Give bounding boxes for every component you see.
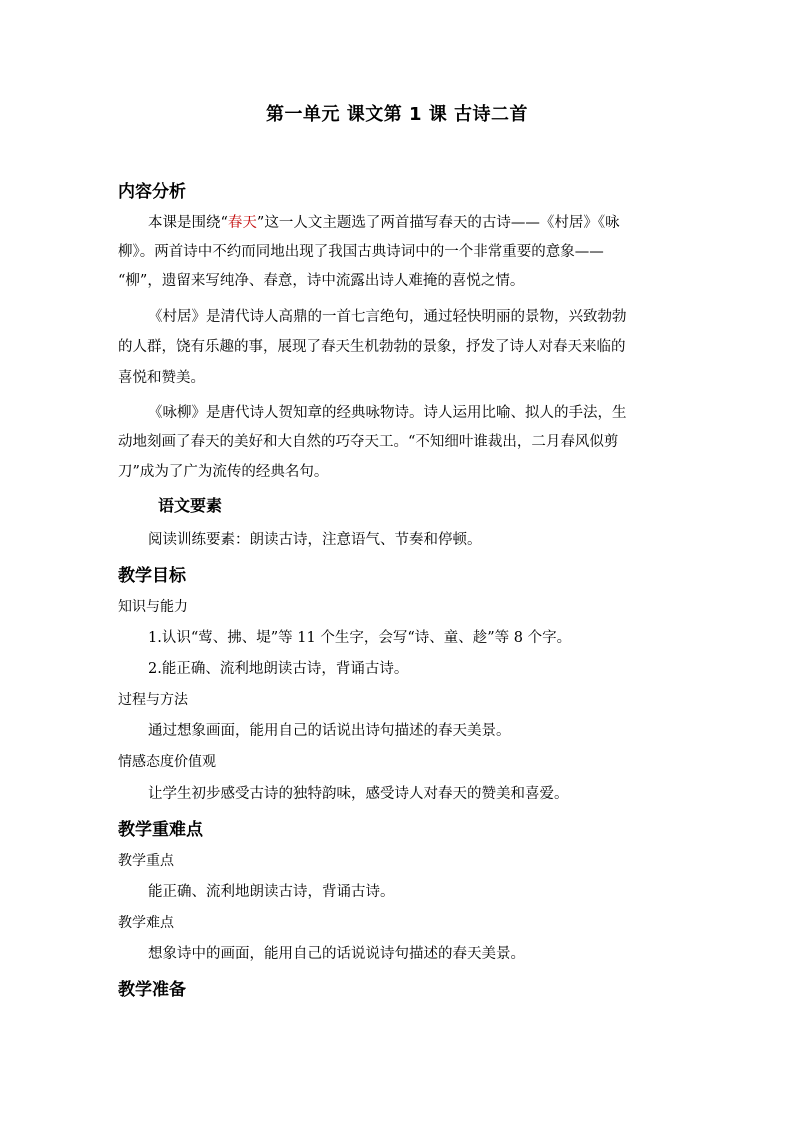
- knowledge-item-1: 1.认识“莺、拂、堤”等 11 个生字，会写“诗、童、趁”等 8 个字。: [148, 630, 572, 646]
- content-analysis-para3-line1: 《咏柳》是唐代诗人贺知章的经典咏物诗。诗人运用比喻、拟人的手法，生: [148, 405, 627, 421]
- section-heading-key-points: 教学重难点: [118, 820, 203, 840]
- para1-line1-pre: 本课是围绕“: [148, 215, 228, 231]
- subsection-heading-key: 教学重点: [118, 853, 174, 869]
- content-analysis-para1-line2: 柳》。两首诗中不约而同地出现了我国古典诗词中的一个非常重要的意象——: [118, 244, 604, 260]
- section-heading-content-analysis: 内容分析: [118, 182, 186, 202]
- content-analysis-para2-line1: 《村居》是清代诗人高鼎的一首七言绝句，通过轻快明丽的景物，兴致勃勃: [148, 309, 627, 325]
- subsection-heading-language-elements: 语文要素: [158, 496, 223, 515]
- content-analysis-para3-line3: 刀”成为了广为流传的经典名句。: [118, 464, 329, 480]
- content-analysis-para2-line2: 的人群，饶有乐趣的事，展现了春天生机勃勃的景象，抒发了诗人对春天来临的: [118, 339, 626, 355]
- content-analysis-para1-line3: “柳”，遗留来写纯净、春意，诗中流露出诗人难掩的喜悦之情。: [118, 273, 525, 289]
- content-analysis-para1-line1: [148, 211, 620, 232]
- section-heading-teaching-goals: 教学目标: [118, 566, 186, 586]
- para1-line1-post: ”这一人文主题选了两首描写春天的古诗——《村居》《咏: [256, 215, 620, 231]
- language-elements-text: 阅读训练要素：朗读古诗，注意语气、节奏和停顿。: [148, 532, 482, 548]
- subsection-heading-emotion: 情感态度价值观: [118, 754, 216, 770]
- subsection-heading-process: 过程与方法: [118, 692, 188, 708]
- emotion-text: 让学生初步感受古诗的独特韵味，感受诗人对春天的赞美和喜爱。: [148, 786, 569, 802]
- difficult-point-text: 想象诗中的画面，能用自己的话说说诗句描述的春天美景。: [148, 946, 525, 962]
- knowledge-item-2: 2.能正确、流利地朗读古诗，背诵古诗。: [148, 661, 409, 677]
- content-analysis-para3-line2: 动地刻画了春天的美好和大自然的巧夺天工。“不知细叶谁裁出，二月春风似剪: [118, 434, 619, 450]
- section-heading-preparation: 教学准备: [118, 980, 186, 1000]
- subsection-heading-difficult: 教学难点: [118, 915, 174, 931]
- content-analysis-para2-line3: 喜悦和赞美。: [118, 370, 205, 386]
- highlight-spring: 春天: [227, 215, 257, 231]
- key-point-text: 能正确、流利地朗读古诗，背诵古诗。: [148, 884, 395, 900]
- process-text: 通过想象画面，能用自己的话说出诗句描述的春天美景。: [148, 723, 511, 739]
- subsection-heading-knowledge: 知识与能力: [118, 599, 188, 615]
- document-title: 第一单元 课文第 1 课 古诗二首: [265, 104, 529, 125]
